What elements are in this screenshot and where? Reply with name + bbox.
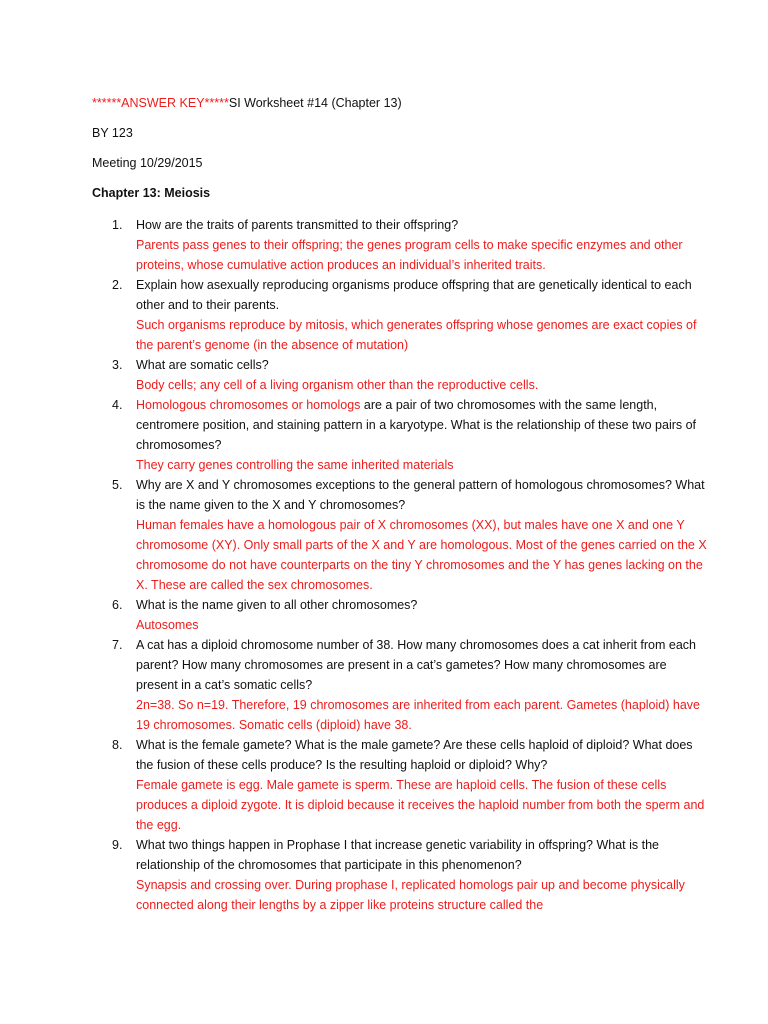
worksheet-title (92, 95, 708, 111)
question-number: 7. (112, 638, 123, 652)
question-text (136, 395, 708, 455)
question-list (92, 215, 708, 915)
answer-text: Female gamete is egg. Male gamete is sperm. These are haploid cells. The fusion of these cells produces a diploid zygote. It is diploid because it receives the haploid number from both the sperm and the egg. (136, 778, 705, 832)
answer-text: Human females have a homologous pair of X chromosomes (XX), but males have one X and one Y chromosome (XY). Only small parts of the X and Y are homologous. Most of the genes carried on the X chromosome do not have counterparts on the tiny Y chromosomes and the Y has genes lacking on the X. These are called the sex chromosomes. (136, 518, 707, 592)
chapter-heading: Chapter 13: Meiosis (92, 186, 211, 200)
question-text: Why are X and Y chromosomes exceptions to the general pattern of homologous chromosomes? What is the name given to the X and Y chromosomes? (136, 478, 705, 512)
question-item-4 (92, 395, 708, 475)
highlighted-term: Homologous chromosomes or homologs (136, 398, 361, 412)
question-text: What are somatic cells? (136, 358, 269, 372)
question-number: 6. (112, 598, 123, 612)
question-text: How are the traits of parents transmitted to their offspring? (136, 218, 459, 232)
answer-text: 2n=38. So n=19. Therefore, 19 chromosomes are inherited from each parent. Gametes (haploid) have 19 chromosomes. Somatic cells (diploid) have 38. (136, 698, 700, 732)
question-number: 3. (112, 358, 123, 372)
answer-text: Synapsis and crossing over. During prophase I, replicated homologs pair up and become physically connected along their lengths by a zipper like proteins structure called the (136, 878, 685, 912)
answer-text: Body cells; any cell of a living organism other than the reproductive cells. (136, 378, 539, 392)
answer-text: Autosomes (136, 618, 199, 632)
question-item-1 (92, 215, 708, 275)
question-item-7 (92, 635, 708, 735)
question-item-6 (92, 595, 708, 635)
answer-text: They carry genes controlling the same inherited materials (136, 458, 454, 472)
question-text: What two things happen in Prophase I that increase genetic variability in offspring? What is the relationship of the chromosomes that participate in this phenomenon? (136, 838, 659, 872)
course-code: BY 123 (92, 126, 133, 140)
answer-text: Parents pass genes to their offspring; the genes program cells to make specific enzymes and other proteins, whose cumulative action produces an individual’s inherited traits. (136, 238, 683, 272)
question-number: 2. (112, 278, 123, 292)
question-text: What is the name given to all other chromosomes? (136, 598, 418, 612)
question-text: A cat has a diploid chromosome number of 38. How many chromosomes does a cat inherit from each parent? How many chromosomes are present in a cat’s gametes? How many chromosomes are present in a cat’s somatic cells? (136, 638, 696, 692)
question-item-2 (92, 275, 708, 355)
question-item-8 (92, 735, 708, 835)
question-number: 8. (112, 738, 123, 752)
question-item-3 (92, 355, 708, 395)
answer-text: Such organisms reproduce by mitosis, which generates offspring whose genomes are exact copies of the parent’s genome (in the absence of mutation) (136, 318, 697, 352)
answer-key-label: ******ANSWER KEY***** (92, 96, 229, 110)
question-text: What is the female gamete? What is the male gamete? Are these cells haploid of diploid? What does the fusion of these cells produce? Is the resulting haploid or diploid? Why? (136, 738, 693, 772)
question-text: Explain how asexually reproducing organisms produce offspring that are genetically identical to each other and to their parents. (136, 278, 692, 312)
question-number: 1. (112, 218, 123, 232)
worksheet-name: SI Worksheet #14 (Chapter 13) (228, 96, 402, 110)
question-number: 5. (112, 478, 123, 492)
question-number: 9. (112, 838, 123, 852)
question-number: 4. (112, 398, 123, 412)
question-text-rest: are a pair of two chromosomes with the same length, centromere position, and staining pattern in a karyotype. What is the relationship of these two pairs of chromosomes? (136, 398, 697, 452)
meeting-date: Meeting 10/29/2015 (92, 156, 203, 170)
question-item-9 (92, 835, 708, 915)
question-item-5 (92, 475, 708, 595)
